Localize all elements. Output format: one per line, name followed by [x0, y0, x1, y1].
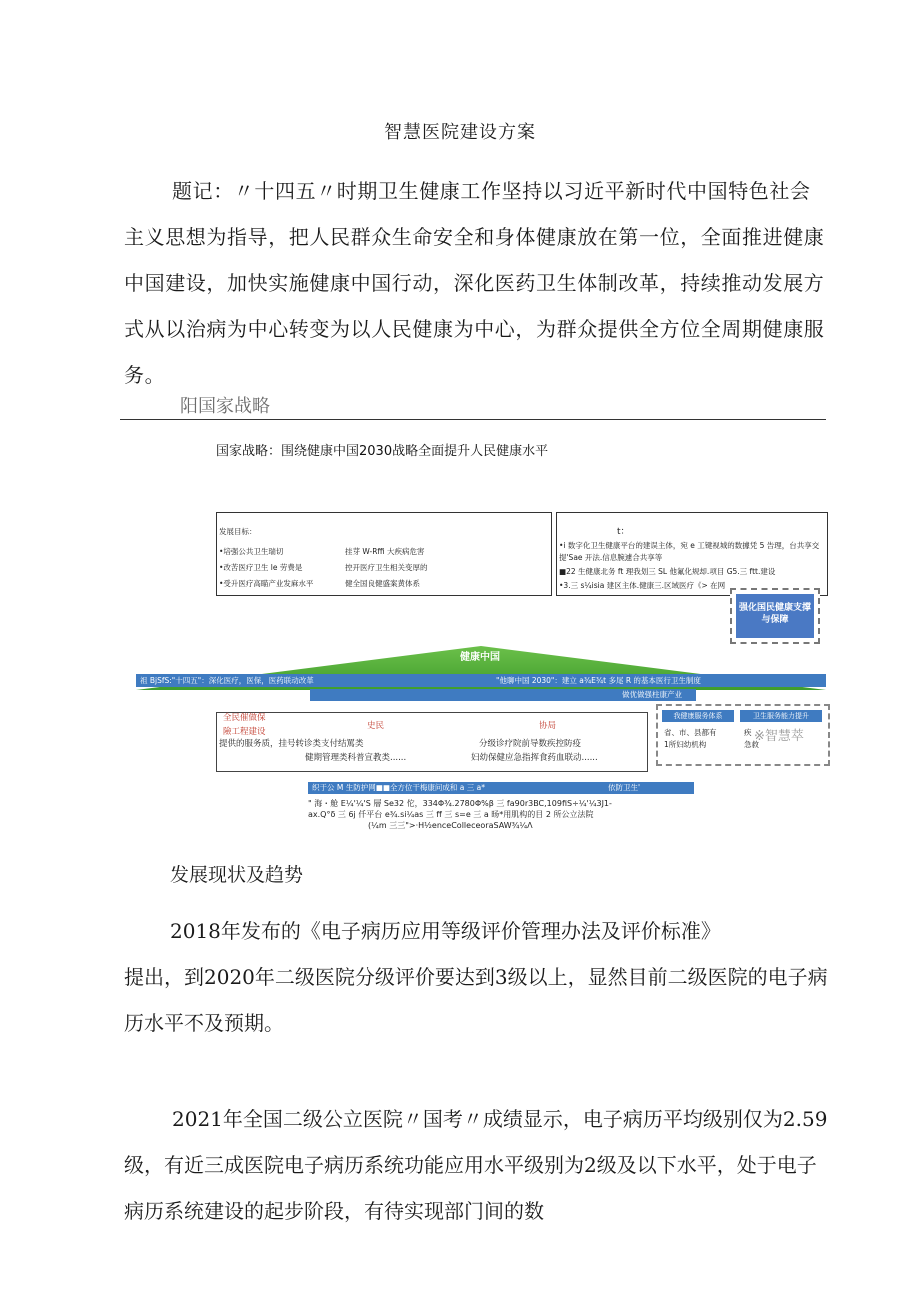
- paragraph-3: 2021年全国二级公立医院〃国考〃成绩显示，电子病历平均级别仅为2.59级，有近三成医院电子病历系统功能应用水平级别为2级及以下水平，处于电子病历系统建设的起步阶段，有待实现部门间的数: [124, 1107, 828, 1223]
- services-red-1: 全民催做保: [223, 713, 266, 723]
- band-sub-text: 做优做强柱康产业: [622, 690, 682, 699]
- industry-band: [310, 689, 696, 701]
- services-red-2: 險工程建设: [223, 727, 266, 737]
- goal-right-3: 健全国良健盛案黄体系: [345, 579, 420, 588]
- platform-line-4: •3.三 s¼isia 建区主体.健康三.区域医疗《> 在网: [559, 581, 726, 590]
- platform-line-1: •i 数字化卫生健康平台的建误主体，宛 e 工键视城的数據凭 5 告理，台共享交: [559, 541, 820, 550]
- platform-heading: t：: [617, 527, 630, 537]
- support-callout: [730, 588, 820, 644]
- paragraph-2-rest: 提出，到2020年二级医院分级评价要达到3级以上，显然目前二级医院的电子病历水平不及预期。: [124, 965, 828, 1035]
- services-line-2b: 妇幼保健应急指挥食药血联动......: [471, 753, 598, 763]
- footnote-2: ax.Q°δ 三 6j 仟平台 e¾.si¼as 三 ff 三 s=e 三 a 旸*用肌构的目 2 所公立法院: [308, 810, 594, 819]
- goal-right-1: 挂芽 W-Rffi 大疾病危害: [345, 547, 425, 556]
- services-line-2a: 健期管理类科普宣教类......: [305, 753, 407, 763]
- trend-heading: 发展现状及趋势: [170, 864, 304, 886]
- services-red-3: 史民: [367, 721, 385, 731]
- services-line-1b: 分级诊疗院前导数疾控防疫: [479, 739, 582, 749]
- section-heading: 阳国家战略: [180, 396, 270, 417]
- capacity-text-1: 省、市、县都有: [664, 728, 717, 737]
- platform-line-3: ■22 生健康北务 ft 理我划三 SL 他氟化规却.项目 G5.三 ftt.建设: [559, 567, 776, 576]
- intro-paragraph: 题记：〃十四五〃时期卫生健康工作坚持以习近平新时代中国特色社会主义思想为指导，把人民群众生命安全和身体健康放在第一位，全面推进健康中国建设，加快实施健康中国行动，深化医药卫生体制改革，持续推动发展方式从以治病为中心转变为以人民健康为中心，为群众提供全方位全周期健康服务。: [124, 179, 825, 387]
- capacity-callout: [656, 704, 830, 766]
- protection-bar: [308, 782, 694, 794]
- services-box: [216, 712, 648, 772]
- capacity-text-4: 急救: [744, 740, 759, 749]
- protection-left: 织于公 M 生防护网■■全方位干梅康问成和 a 三 a*: [312, 783, 486, 792]
- strategy-diagram: [120, 432, 840, 837]
- section-divider: [120, 419, 826, 420]
- capacity-text-3: 疾: [744, 728, 752, 737]
- diagram-title: 国家战略：围绕健康中国2030战略全面提升人民健康水平: [216, 444, 549, 459]
- capacity-chip-1: 我健康服务体系: [662, 710, 734, 722]
- triangle-label: 健康中国: [460, 652, 500, 663]
- goals-box: [216, 512, 552, 596]
- paragraph-2-line-1: 2018年发布的《电子病历应用等级评价管理办法及评价标准》: [170, 919, 721, 943]
- document-title: 智慧医院建设方案: [384, 122, 536, 143]
- goal-right-2: 控开医疗卫生相关变厚的: [345, 563, 428, 572]
- diagram-footnotes: [308, 798, 612, 831]
- platform-line-2: 提'Sae 开法.信息腕遽合共享等: [559, 553, 663, 562]
- capacity-text-2: 1所妇幼机构: [664, 740, 707, 749]
- digital-platform-box: [556, 512, 828, 596]
- footnote-1: " 海・舱 E¼'¼'S 層 Se32 佗，334Φ¾.2780Φ%β 三 fa90r3BC,109fiS÷¼'¼3J1-: [308, 799, 612, 808]
- protection-right: 依防卫生': [608, 783, 641, 792]
- support-label: 强化国民健康支撑与保障: [736, 594, 814, 638]
- policy-band: [136, 674, 826, 687]
- services-line-1a: 提供的服务质，挂号转诊类支付结罵类: [219, 739, 364, 749]
- goal-left-2: •改苦医疗卫生 le 劳费是: [219, 563, 303, 572]
- services-red-4: 协局: [539, 721, 557, 731]
- watermark: ※智慧萃: [754, 729, 804, 744]
- goal-left-1: •培强公共卫生瑞切: [219, 547, 284, 556]
- band-right-text: "他聊中国 2030"：建立 a¾E¾t 多尾 R 的基本医行卫生制度: [496, 676, 701, 685]
- band-left-text: 祖 BjSfS:"十四五"：深化医疗，医保，医药联动改革: [140, 676, 314, 685]
- capacity-chip-2: 卫生服务能力提升: [740, 710, 822, 722]
- goals-label: 发展目标：: [219, 527, 257, 536]
- goal-left-3: •受升医疗高瞄产业发麻水平: [219, 579, 314, 588]
- footnote-3: (¼m 三三">·H½enceColleceoraSAW¾¼Λ: [368, 821, 533, 830]
